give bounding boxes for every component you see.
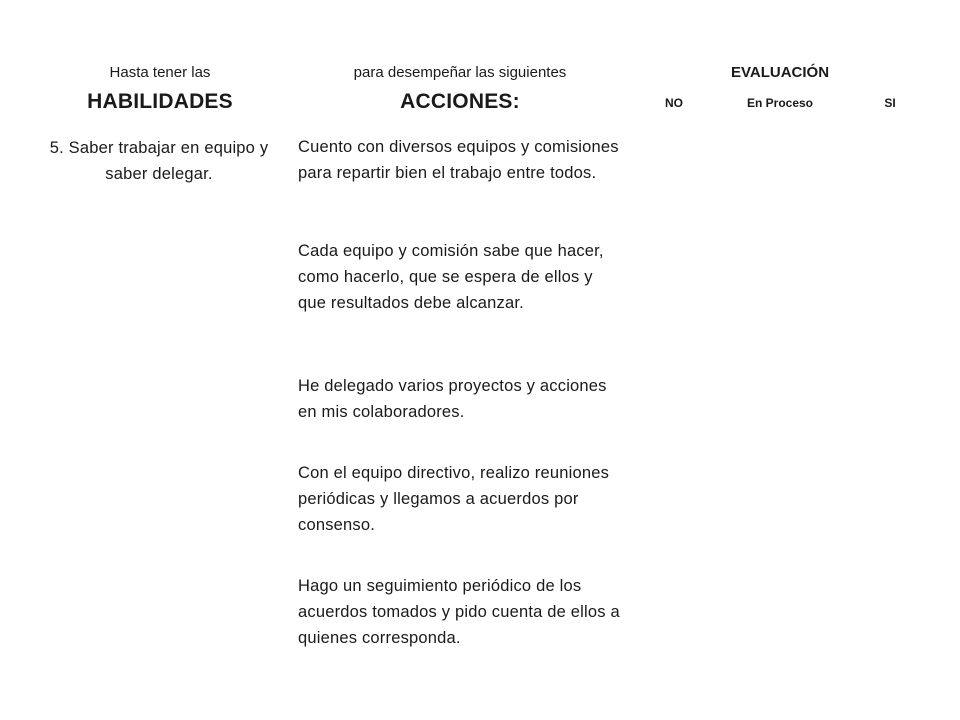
evaluacion-option-en-proceso: En Proceso xyxy=(746,96,814,110)
action-item: Cuento con diversos equipos y comisiones para repartir bien el trabajo entre todos. xyxy=(298,138,619,182)
acciones-title: ACCIONES: xyxy=(400,90,520,113)
action-item: He delegado varios proyectos y acciones en mis colaboradores. xyxy=(298,377,607,421)
habilidades-intro: Hasta tener las xyxy=(109,64,211,81)
action-item: Hago un seguimiento periódico de los acuerdos tomados y pido cuenta de ellos a quienes corresponda. xyxy=(298,577,620,647)
evaluacion-option-si: SI xyxy=(884,96,896,110)
action-item: Con el equipo directivo, realizo reuniones periódicas y llegamos a acuerdos por consenso. xyxy=(298,464,610,534)
habilidades-title: HABILIDADES xyxy=(87,90,233,113)
action-item: Cada equipo y comisión sabe que hacer, como hacerlo, que se espera de ellos y que resultados debe alcanzar. xyxy=(298,242,604,312)
evaluacion-option-no: NO xyxy=(665,96,683,110)
evaluacion-title: EVALUACIÓN xyxy=(730,64,830,81)
skill-text: 5. Saber trabajar en equipo y saber delegar. xyxy=(49,139,269,183)
acciones-intro: para desempeñar las siguientes xyxy=(353,64,567,81)
